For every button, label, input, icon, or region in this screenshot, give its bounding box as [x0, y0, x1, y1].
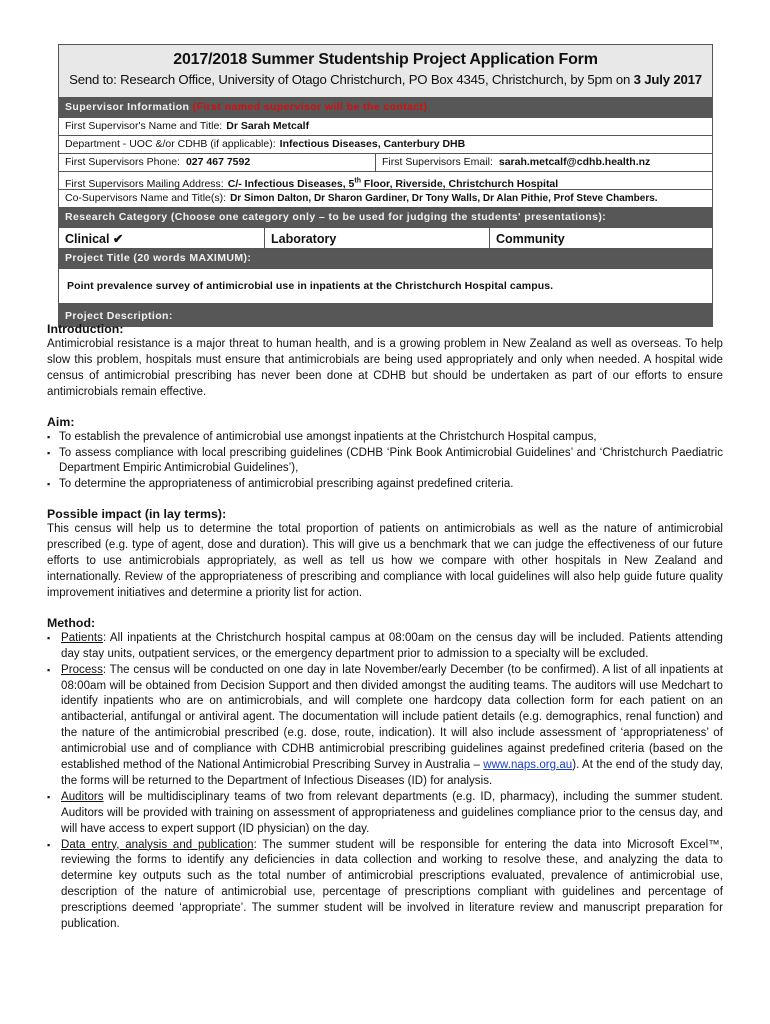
method-heading: Method: [47, 615, 96, 630]
aim-item: ▪ To determine the appropriateness of antimicrobial prescribing against predefined criteria. [47, 477, 723, 493]
impact-heading: Possible impact (in lay terms): [47, 507, 227, 522]
category-community[interactable]: Community [496, 232, 565, 246]
supervisor-info-header [59, 98, 712, 118]
mailing-address-value[interactable] [228, 178, 558, 190]
process-text-end: ). At the end of the study day, the forms will be returned to the Department of Infectious Diseases (ID) for analysis. [61, 759, 723, 787]
first-supervisor-name-label: First Supervisor's Name and Title: [65, 120, 223, 132]
introduction-heading: Introduction: [47, 322, 124, 336]
aim-item: ▪ To assess compliance with local prescribing guidelines (CDHB ‘Pink Book Antimicrobial Guidelines’ and ‘Christchurch Paediatric Department Empiric Antimicrobial Guidelines’), [47, 446, 723, 478]
send-to-line [59, 69, 712, 87]
aim-heading: Aim: [47, 414, 75, 429]
project-description-body [47, 322, 723, 933]
department-label: Department - UOC &/or CDHB (if applicable): [65, 138, 276, 150]
supervisor-info-note: (First named supervisor will be the contact) [192, 101, 428, 113]
mailing-address-row [59, 172, 712, 190]
department-value[interactable]: Infectious Diseases, Canterbury DHB [279, 138, 466, 150]
method-item-data [47, 838, 723, 933]
aim-list [47, 430, 723, 494]
mailing-address-label: First Supervisors Mailing Address: [65, 177, 224, 190]
cosupervisors-value[interactable]: Dr Simon Dalton, Dr Sharon Gardiner, Dr Tony Walls, Dr Alan Pithie, Prof Steve Chambers. [230, 193, 658, 204]
patients-text: : All inpatients at the Christchurch hospital campus at 08:00am on the census day will be included. Patients attending day stay units, outpatient services, or the emergency department prior to admission to a specialty will be excluded. [61, 631, 723, 660]
address-part-1: C/- Infectious Diseases, 5 [227, 177, 355, 190]
deadline: 3 July 2017 [633, 72, 702, 87]
category-row [59, 228, 712, 249]
method-item-auditors [47, 790, 723, 838]
email-label: First Supervisors Email: [382, 156, 493, 168]
aim-item: ▪ To establish the prevalence of antimicrobial use amongst inpatients at the Christchurch Hospital campus, [47, 430, 723, 446]
research-category-header: Research Category (Choose one category only – to be used for judging the students' presentations): [59, 208, 712, 228]
introduction-text: Antimicrobial resistance is a major threat to human health, and is a growing problem in New Zealand as well as overseas. To help slow this problem, hospitals must ensure that antimicrobials are being used appropriately and only when needed. A hospital wide census of antimicrobial prescribing has never been done at CDHB but should be undertaken as part of our efforts to ensure antimicrobials remain effective. [47, 338, 723, 398]
cosupervisors-label: Co-Supervisors Name and Title(s): [65, 192, 227, 204]
naps-link[interactable]: www.naps.org.au [483, 759, 573, 772]
department-row [59, 136, 712, 154]
patients-label: Patients [61, 631, 103, 644]
address-superscript: th [354, 177, 361, 184]
category-laboratory[interactable]: Laboratory [265, 228, 490, 248]
category-clinical[interactable]: Clinical ✔ [59, 228, 265, 248]
auditors-text: will be multidisciplinary teams of two from relevant departments (e.g. ID, pharmacy), including the summer student. Auditors will be provided with training on assessment of appropriateness and guidelines compliance prior to the census day, and will have access to expert support (ID physician) on the day. [61, 790, 723, 835]
method-list [47, 631, 723, 933]
project-title-value[interactable]: Point prevalence survey of antimicrobial use in inpatients at the Christchurch Hospital campus. [59, 269, 712, 304]
first-supervisor-name[interactable]: Dr Sarah Metcalf [226, 120, 310, 132]
application-form [58, 44, 713, 327]
phone-cell [59, 154, 376, 171]
first-supervisor-name-row [59, 118, 712, 136]
email-cell [376, 154, 712, 171]
email-value[interactable]: sarah.metcalf@cdhb.health.nz [498, 156, 651, 168]
send-to-text: Send to: Research Office, University of Otago Christchurch, PO Box 4345, Christchurch, by 5pm on [69, 72, 634, 87]
method-item-patients [47, 631, 723, 663]
form-title: 2017/2018 Summer Studentship Project Application Form [173, 51, 598, 68]
impact-text: This census will help us to determine the total proportion of patients on antimicrobials as well as the nature of antimicrobial prescribed (e.g. type of agent, dose and duration). This will give us a benchmark that we can judge the effectiveness of our future efforts to use antimicrobials appropriately, as well as tell us how we compare with other hospitals in New Zealand and internationally. Review of the appropriateness of prescribing and compliance with local guidelines will also help guide future quality improvement initiatives and determine a priority list for action. [47, 523, 723, 599]
auditors-label: Auditors [61, 790, 104, 803]
data-label: Data entry, analysis and publication [61, 838, 254, 851]
supervisor-info-label: Supervisor Information [65, 101, 190, 113]
project-title-header: Project Title (20 words MAXIMUM): [59, 249, 712, 269]
address-part-2: Floor, Riverside, Christchurch Hospital [360, 177, 559, 190]
data-text: : The summer student will be responsible for entering the data into Microsoft Excel™, reviewing the forms to identify any deficiencies in data collection and working to resolve these, and analyzing the data to determine key outputs such as the total number of antimicrobial prescriptions evaluated, prevalence of antimicrobial use, description of the nature of antimicrobial use, percentage of prescriptions compliant with guidelines and percentage of prescriptions deemed ‘appropriate’. The summer student will be involved in literature review and manuscript preparation for publication. [61, 838, 723, 931]
phone-value[interactable]: 027 467 7592 [185, 156, 251, 168]
process-text: : The census will be conducted on one day in late November/early December (to be confirmed). A list of all inpatients at 08:00am will be obtained from Decision Support and then divided amongst the auditing teams. The auditors will use Medchart to identify inpatients who are on antimicrobials, and will complete one hardcopy data collection form for each patient on an antibacterial, antifungal or antiviral agent. The documentation will include patient details (e.g. demographics, renal function) and the nature of the antimicrobial prescribed (e.g. dose, route, indication). It will also include assessment of ‘appropriateness’ of antimicrobial use and of compliance with CDHB antimicrobial prescribing guidelines against predefined criteria (based on the established method of the National Antimicrobial Prescribing Survey in Australia – [61, 663, 723, 772]
project-description-header: Project Description: [59, 304, 712, 326]
form-header [59, 45, 712, 98]
method-item-process [47, 663, 723, 790]
phone-label: First Supervisors Phone: [65, 156, 180, 168]
cosupervisors-row [59, 190, 712, 208]
contact-row [59, 154, 712, 172]
process-label: Process [61, 663, 103, 676]
